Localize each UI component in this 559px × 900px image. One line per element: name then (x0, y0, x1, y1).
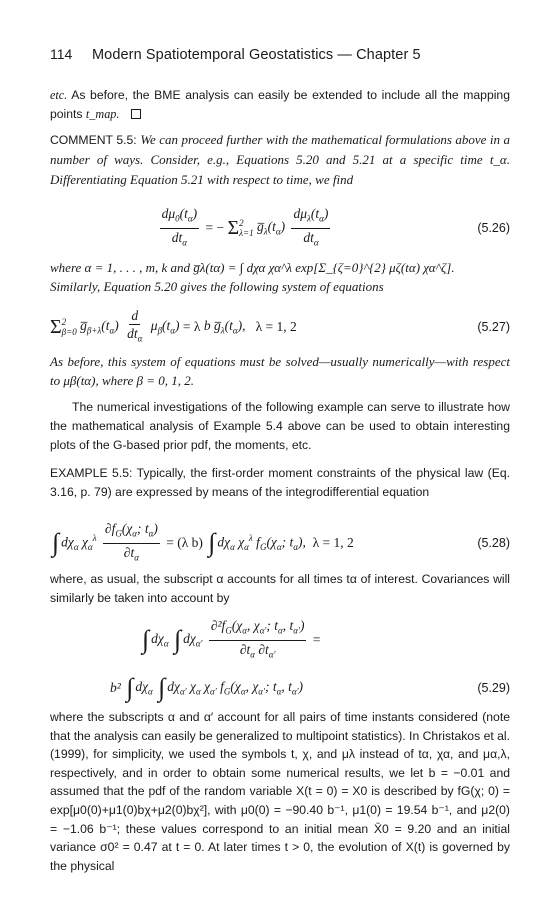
example-label: EXAMPLE 5.5: (50, 466, 133, 480)
equation-5-27-body: Σ 2 β=0 $g̅_{\beta+\lambda}(t_\alpha)$ $\frac{d}{dt_\alpha}$ $\mu_\beta(t_\alpha)$ = λ b $g̅_\lambda(t_\alpha)$, λ = 1, 2 (50, 307, 297, 344)
where-alpha-text: where α = 1, . . . , m, k and g̅λ(tα) = ∫ dχα χα^λ exp[Σ_{ζ=0}^{2} μζ(tα) χα^ζ]. (50, 260, 455, 275)
equation-5-26-body: $\frac{d\mu_0(t_\alpha)}{dt_\alpha}$ = − Σ 2 λ=1 $g̅_\lambda(t_\alpha)$ $\frac{d\mu_\lambda(t_\alpha)}{dt_\alpha}$ (161, 205, 329, 248)
where-usual-paragraph: where, as usual, the subscript α accounts for all times tα of interest. Covariances will similarly be taken into account by (50, 572, 510, 606)
equation-5-29-line2 (50, 668, 510, 708)
paragraph-etc (50, 86, 510, 124)
etc-text: As before, the BME analysis can easily be extended to include all the mapping points (50, 88, 510, 122)
numerical-paragraph: The numerical investigations of the following example can serve to illustrate how the mathematical analysis of Example 5.4 above can be used to obtain interesting plots of the G-based prior pdf, the moments, etc. (50, 400, 510, 453)
as-before-paragraph: As before, this system of equations must be solved—usually numerically—with respect to μβ(tα), where β = 0, 1, 2. (50, 354, 510, 389)
comment-text: We can proceed further with the mathematical formulations above in a number of ways. Consider, e.g., Equations 5.20 and 5.21 at a specific time t_α. Differentiating Equation 5.21 with respect to time, we find (50, 132, 510, 188)
comment-5-5 (50, 130, 510, 191)
where-line (50, 258, 510, 296)
etc-word: etc. (50, 88, 68, 102)
tmap-symbol: t_map. (85, 107, 120, 122)
example-5-5 (50, 464, 510, 502)
example-text: Typically, the first-order moment constraints of the physical law (Eq. 3.16, p. 79) are expressed by means of the integrodifferential equation (50, 466, 510, 500)
equation-5-29-body-2: b² ∫ $d\chi_\alpha$ ∫ $d\chi_{\alpha'}$ $\chi_\alpha$ $\chi_{\alpha'}$ $f_G(\chi_\alpha$, $\chi_{\alpha'}$; $t_\alpha$, $t_{\alpha'}$) (110, 673, 304, 702)
page-number: 114 (50, 46, 73, 62)
equation-5-26 (50, 206, 510, 250)
equation-number-5-26: (5.26) (477, 221, 510, 235)
qed-box-icon (131, 109, 141, 119)
equation-5-28 (50, 518, 510, 568)
running-title: Modern Spatiotemporal Geostatistics — Chapter 5 (92, 47, 421, 63)
comment-label: COMMENT 5.5: (50, 133, 137, 147)
similarly-text: Similarly, Equation 5.20 gives the following system of equations (50, 279, 384, 295)
final-paragraph: where the subscripts α and α′ account for all pairs of time instants considered (note that the analysis can easily be generalized to multipoint statistics). In Christakos et al. (1999), for simplicity, we used the symbols t, χ, and μλ instead of tα, χα, and μα,λ, respectively, and in order to obtain some numerical results, we let b = −0.01 and assumed that the pdf of the random variable X(t = 0) = X0 is described by fG(χ; 0) = exp[μ0(0)+μ1(0)bχ+μ2(0)bχ²], with μ0(0) = −90.40 b⁻¹, μ1(0) = 19.54 b⁻¹, and μ2(0) = −1.06 b⁻¹; these values correspond to an initial mean X̄0 = 9.20 and an initial variance σ0² = 0.47 at t = 0. At later times t > 0, the evolution of X(t) is governed by the physical (50, 710, 510, 873)
equation-number-5-27: (5.27) (477, 320, 510, 334)
equation-5-29-body-1: ∫ $d\chi_\alpha$ ∫ $d\chi_{\alpha'}$ $\frac{\partial^2f_G(\chi_\alpha, \chi_{\alpha'}; t_\alpha, t_{\alpha'})}{\partial t_\alpha \partial t_{\alpha'}}$ = (142, 617, 321, 660)
equation-number-5-28: (5.28) (477, 536, 510, 550)
running-header (50, 46, 510, 68)
equation-5-28-body: ∫ $d\chi_\alpha$ $\chi_\alpha^\lambda$ $\frac{\partial f_G(\chi_\alpha; t_\alpha)}{\partial t_\alpha}$ = (λ b) ∫ $d\chi_\alpha$ $\chi_\alpha^\lambda$ $f_G(\chi_\alpha$; $t_\alpha$), λ = 1, 2 (52, 520, 354, 563)
equation-5-29-line1 (50, 616, 510, 664)
equation-5-27 (50, 304, 510, 350)
equation-number-5-29: (5.29) (477, 681, 510, 695)
